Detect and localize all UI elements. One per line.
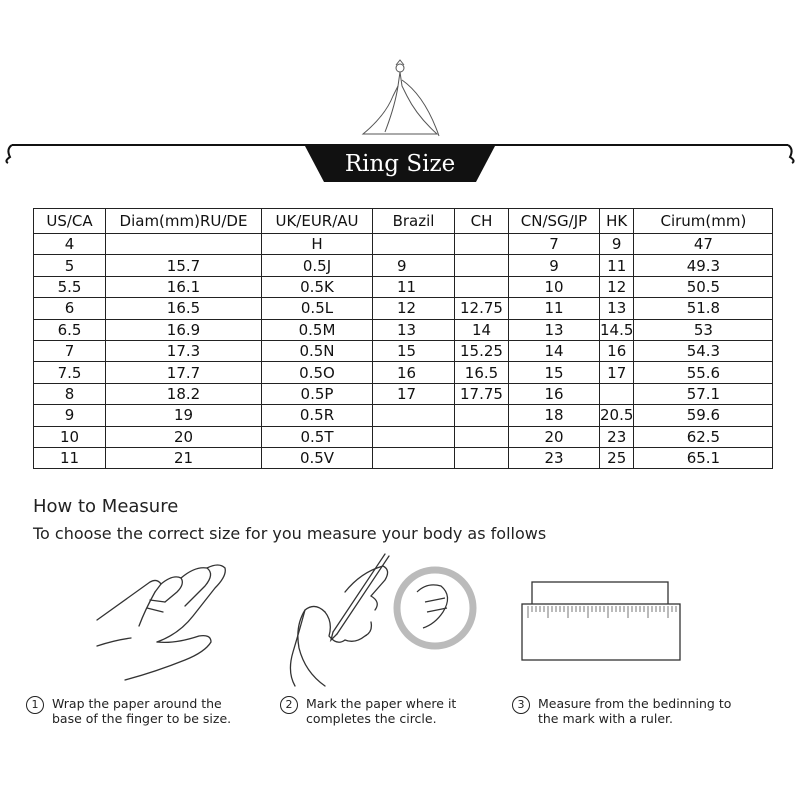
- table-cell: 5: [34, 255, 106, 276]
- table-cell: 14.5: [600, 320, 634, 339]
- table-cell: 15.25: [455, 340, 509, 361]
- table-body: [34, 234, 773, 469]
- table-cell: [373, 426, 455, 447]
- table-row: [34, 426, 773, 447]
- table-cell: 9: [373, 255, 455, 276]
- column-header: CH: [455, 209, 509, 234]
- table-cell: 12: [600, 276, 634, 297]
- table-cell: 55.6: [634, 362, 773, 383]
- table-row: [34, 234, 773, 255]
- table-cell: 17: [373, 383, 455, 404]
- table-cell: 0.5N: [262, 340, 373, 361]
- table-cell: 9: [509, 255, 600, 276]
- table-cell: 17.75: [455, 383, 509, 404]
- table-cell: 9: [34, 405, 106, 426]
- step-number: 3: [512, 696, 530, 714]
- table-cell: 14: [455, 319, 509, 340]
- table-cell: 20.5: [600, 406, 634, 425]
- pen-mark-icon: [285, 552, 480, 687]
- table-cell: 0.5R: [262, 405, 373, 426]
- table-cell: 13: [509, 319, 600, 340]
- table-cell: 16: [373, 362, 455, 383]
- table-cell: 0.5L: [262, 298, 373, 319]
- table-cell: [455, 447, 509, 468]
- column-header: Brazil: [373, 209, 455, 234]
- table-cell: 53: [634, 319, 773, 340]
- table-cell: 17.3: [106, 340, 262, 361]
- table-cell: [455, 405, 509, 426]
- table-cell: 16: [600, 340, 634, 361]
- table-cell: 7: [509, 234, 600, 255]
- table-cell: 0.5T: [262, 426, 373, 447]
- table-cell: [455, 276, 509, 297]
- table-cell: 62.5: [634, 426, 773, 447]
- table-cell: [455, 426, 509, 447]
- table-row: [34, 319, 773, 340]
- table-row: [34, 405, 773, 426]
- table-cell: H: [262, 234, 373, 255]
- table-cell: 9: [600, 234, 634, 255]
- table-cell: [106, 234, 262, 255]
- table-row: [34, 362, 773, 383]
- table-cell: 17.7: [106, 362, 262, 383]
- table-cell: 4: [34, 234, 106, 255]
- table-cell: 15: [373, 340, 455, 361]
- step-2: [280, 696, 495, 726]
- table-cell: 15.7: [106, 255, 262, 276]
- column-header: HK: [600, 209, 634, 234]
- hand-icon: [95, 560, 235, 685]
- table-cell: 50.5: [634, 276, 773, 297]
- table-cell: 11: [34, 447, 106, 468]
- table-cell: 65.1: [634, 447, 773, 468]
- page-title: Ring Size: [344, 151, 456, 177]
- table-cell: [455, 255, 509, 276]
- table-cell: 59.6: [634, 405, 773, 426]
- table-cell: 20: [106, 426, 262, 447]
- table-cell: 47: [634, 234, 773, 255]
- table-cell: 16: [509, 383, 600, 404]
- table-row: [34, 276, 773, 297]
- table-cell: 12.75: [455, 298, 509, 319]
- table-cell: 6: [34, 298, 106, 319]
- table-row: [34, 447, 773, 468]
- table-cell: 14: [509, 340, 600, 361]
- section-title: How to Measure: [33, 496, 179, 517]
- step-text-line: Wrap the paper around the: [51, 696, 222, 711]
- step-text-line: Measure from the bedinning to: [537, 696, 732, 711]
- ring-size-table: [33, 208, 773, 469]
- table-cell: 8: [34, 383, 106, 404]
- table-cell: 0.5O: [262, 362, 373, 383]
- column-header: UK/EUR/AU: [262, 209, 373, 234]
- table-cell: 23: [509, 447, 600, 468]
- table-cell: 23: [600, 426, 634, 447]
- table-cell: 0.5K: [262, 276, 373, 297]
- table-cell: 16.1: [106, 276, 262, 297]
- step-1: [26, 696, 266, 726]
- column-header: US/CA: [34, 209, 106, 234]
- table-cell: 10: [34, 426, 106, 447]
- table-cell: 7.5: [34, 362, 106, 383]
- table-cell: 19: [106, 405, 262, 426]
- table-cell: 16.5: [106, 298, 262, 319]
- table-row: [34, 298, 773, 319]
- table-row: [34, 340, 773, 361]
- table-row: [34, 255, 773, 276]
- step-text-line: completes the circle.: [305, 711, 437, 726]
- table-cell: 0.5J: [262, 255, 373, 276]
- table-cell: 10: [509, 276, 600, 297]
- table-cell: 11: [509, 298, 600, 319]
- step-number: 1: [26, 696, 44, 714]
- table-cell: 49.3: [634, 255, 773, 276]
- table-cell: 6.5: [34, 319, 106, 340]
- table-cell: [373, 447, 455, 468]
- table-cell: 15: [509, 362, 600, 383]
- table-cell: 7: [34, 340, 106, 361]
- step-3: [512, 696, 772, 726]
- table-cell: 18.2: [106, 383, 262, 404]
- table-cell: 0.5M: [262, 319, 373, 340]
- table-cell: 0.5P: [262, 383, 373, 404]
- table-row: [34, 383, 773, 404]
- step-number: 2: [280, 696, 298, 714]
- step-text-line: Mark the paper where it: [305, 696, 457, 711]
- column-header: CN/SG/JP: [509, 209, 600, 234]
- step-text-line: base of the finger to be size.: [51, 711, 232, 726]
- column-header: Diam(mm)RU/DE: [106, 209, 262, 234]
- table-cell: 51.8: [634, 298, 773, 319]
- table-cell: 11: [373, 276, 455, 297]
- step-text-line: the mark with a ruler.: [537, 711, 673, 726]
- table-cell: [600, 383, 634, 404]
- table-cell: [373, 234, 455, 255]
- column-header: Cirum(mm): [634, 209, 773, 234]
- table-cell: [455, 234, 509, 255]
- section-subtitle: To choose the correct size for you measure your body as follows: [33, 524, 547, 543]
- table-cell: [373, 405, 455, 426]
- table-cell: 17: [600, 362, 634, 383]
- table-cell: 20: [509, 426, 600, 447]
- table-cell: 16.5: [455, 362, 509, 383]
- table-cell: 0.5V: [262, 447, 373, 468]
- table-cell: 25: [600, 447, 634, 468]
- bride-logo-icon: [355, 56, 445, 140]
- table-cell: 12: [373, 298, 455, 319]
- table-cell: 57.1: [634, 383, 773, 404]
- table-cell: 21: [106, 447, 262, 468]
- table-cell: 5.5: [34, 276, 106, 297]
- table-cell: 54.3: [634, 340, 773, 361]
- table-cell: 13: [373, 319, 455, 340]
- table-cell: 16.9: [106, 319, 262, 340]
- table-cell: 13: [600, 298, 634, 319]
- table-cell: 18: [509, 405, 600, 426]
- table-header-row: [34, 209, 773, 234]
- ruler-icon: [520, 578, 685, 663]
- table-cell: 11: [600, 255, 634, 276]
